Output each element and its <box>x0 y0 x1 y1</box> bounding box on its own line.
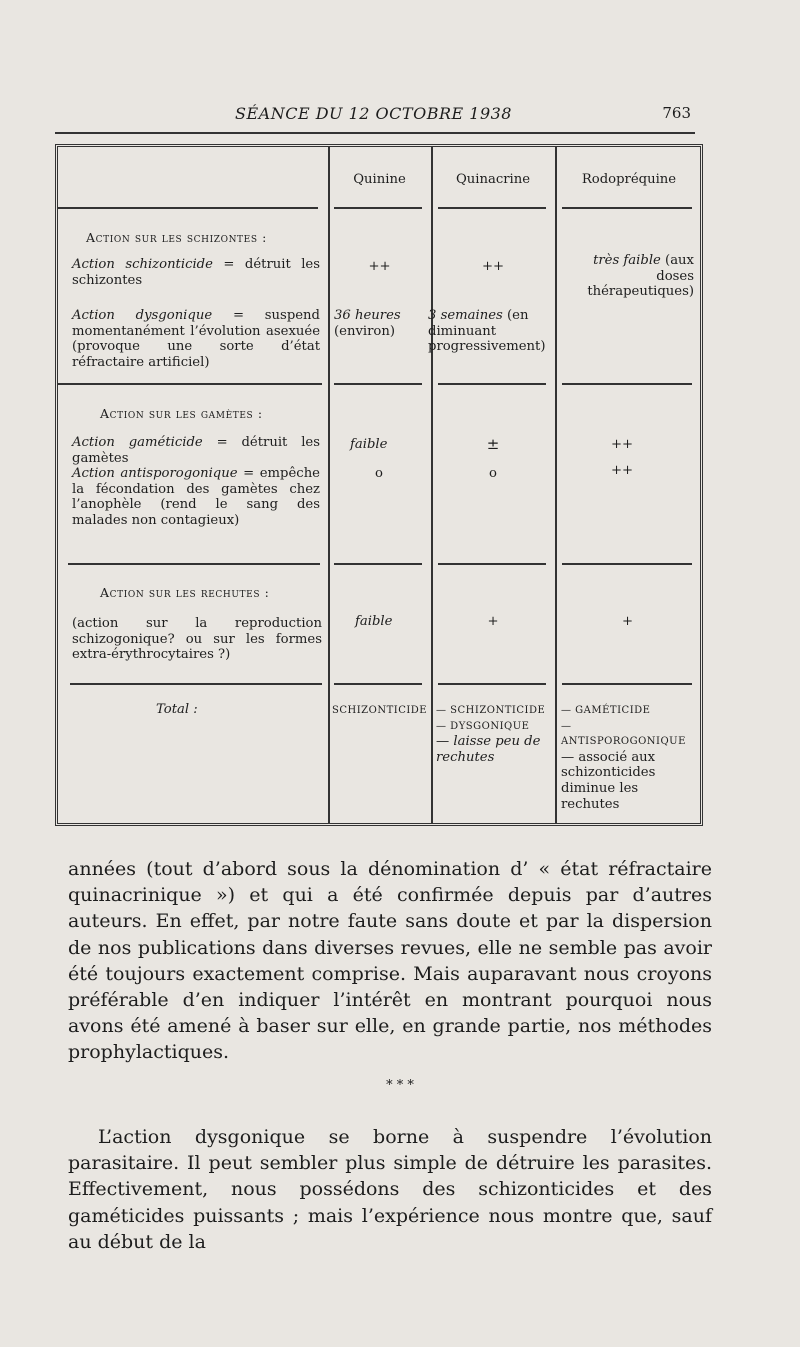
total-label: Total : <box>156 702 198 717</box>
value-quinine <box>334 308 426 339</box>
rule-segment <box>438 563 546 565</box>
value-rodopréquine: ++ <box>611 463 634 478</box>
value-note: (en diminuant progressivement) <box>428 308 546 355</box>
section-heading-schizontes: Action sur les schizontes : <box>86 230 267 245</box>
value-rodopréquine <box>566 253 694 300</box>
total-line: — DYSGONIQUE <box>436 720 530 732</box>
total-quinine: SCHIZONTICIDE <box>332 705 428 716</box>
rule-segment <box>438 683 546 685</box>
value-quinine: faible <box>350 437 388 452</box>
label-term: Action antisporogonique <box>72 466 238 481</box>
paragraph-1: années (tout d’abord sous la dénomination d’ « état réfractaire quinacrinique ») et qui a été confirmée depuis par d’autres auteurs. En effet, par notre faute sans doute et par la dispersion de nos publications dans diverses revues, elle ne semble pas avoir été toujours exactement comprise. Mais auparavant nous croyons préférable d’en indiquer l’intérêt en montrant pourquoi nous avons été amené à baser sur elle, en grande partie, nos méthodes prophylactiques. <box>68 858 712 1064</box>
value-emphasis: très faible <box>593 253 661 268</box>
total-line: — laisse peu de rechutes <box>436 734 541 765</box>
value-rodopréquine: + <box>622 614 634 629</box>
row-label-schizonticide <box>72 257 320 288</box>
row-label-gameticide <box>72 435 320 466</box>
rule-segment <box>562 207 692 209</box>
label-definition: = suspend momentanément l’évolution asexuée (provoque une sorte d’état réfractaire artificiel) <box>72 308 320 370</box>
rule-segment <box>58 383 322 385</box>
value-note: (aux doses thérapeutiques) <box>587 253 694 300</box>
value-emphasis: 36 heures <box>334 308 401 323</box>
value-note: (environ) <box>334 323 395 339</box>
running-title: SÉANCE DU 12 OCTOBRE 1938 <box>235 104 512 123</box>
rule-segment <box>70 683 322 685</box>
column-divider <box>555 147 557 823</box>
section-separator: * * * <box>386 1078 414 1093</box>
rule-segment <box>562 383 692 385</box>
rule-segment <box>438 383 546 385</box>
value-quinine: ++ <box>368 259 391 274</box>
rule-segment <box>68 563 320 565</box>
label-definition: = détruit les schizontes <box>72 257 320 288</box>
rule-segment <box>438 207 546 209</box>
comparison-table <box>55 144 703 826</box>
value-quinine: faible <box>355 614 393 629</box>
value-quinacrine: o <box>489 466 497 481</box>
rule-segment <box>562 683 692 685</box>
value-rodopréquine: ++ <box>611 437 634 452</box>
section-heading-rechutes: Action sur les rechutes : <box>100 585 270 600</box>
total-line: — GAMÉTICIDE <box>561 705 651 716</box>
page-number: 763 <box>662 104 691 122</box>
section-heading-gametes: Action sur les gamètes : <box>100 406 263 421</box>
rule-segment <box>562 563 692 565</box>
total-line: — ANTISPOROGONIQUE <box>561 720 686 748</box>
row-label-antisporogonique <box>72 466 320 528</box>
rule-segment <box>334 563 422 565</box>
label-term: Action schizonticide <box>72 257 213 272</box>
total-line: — SCHIZONTICIDE <box>436 705 546 716</box>
column-divider <box>431 147 433 823</box>
total-rodopréquine <box>561 703 695 812</box>
value-emphasis: 3 semaines <box>428 308 503 323</box>
column-header-rodopréquine: Rodopréquine <box>581 172 677 187</box>
label-term: Action dysgonique <box>72 308 213 323</box>
rule-segment <box>334 683 422 685</box>
rule-segment <box>334 207 422 209</box>
value-quinacrine <box>428 308 548 355</box>
value-quinacrine: ++ <box>481 259 505 274</box>
label-term: Action gaméticide <box>72 435 203 450</box>
paragraph-2: L’action dysgonique se borne à suspendre l’évolution parasitaire. Il peut sembler plus simple de détruire les parasites. Effectivement, nous possédons des schizonticides et des gaméticides puissants ; mais l’expérience nous montre que, sauf au début de la <box>68 1126 712 1253</box>
header-rule <box>55 132 695 134</box>
rule-segment <box>334 383 422 385</box>
column-divider <box>328 147 330 823</box>
rule-segment <box>58 207 318 209</box>
label-definition: = détruit les gamètes <box>72 435 320 466</box>
page-header <box>55 98 695 130</box>
value-quinacrine: + <box>487 614 499 629</box>
label-definition: = empêche la fécondation des gamètes chez l’anophèle (rend le sang des malades non contagieux) <box>72 466 320 528</box>
row-label-rechutes: (action sur la reproduction schizogonique? ou sur les formes extra-érythrocytaires ?) <box>72 616 322 663</box>
value-quinacrine: ± <box>486 435 500 453</box>
total-line: — associé aux schizonticides diminue les rechutes <box>561 749 656 812</box>
column-header-quinacrine: Quinacrine <box>455 172 531 187</box>
row-label-dysgonique <box>72 308 320 370</box>
total-quinacrine <box>436 703 554 765</box>
value-quinine: o <box>375 466 383 481</box>
column-header-quinine: Quinine <box>353 172 406 187</box>
